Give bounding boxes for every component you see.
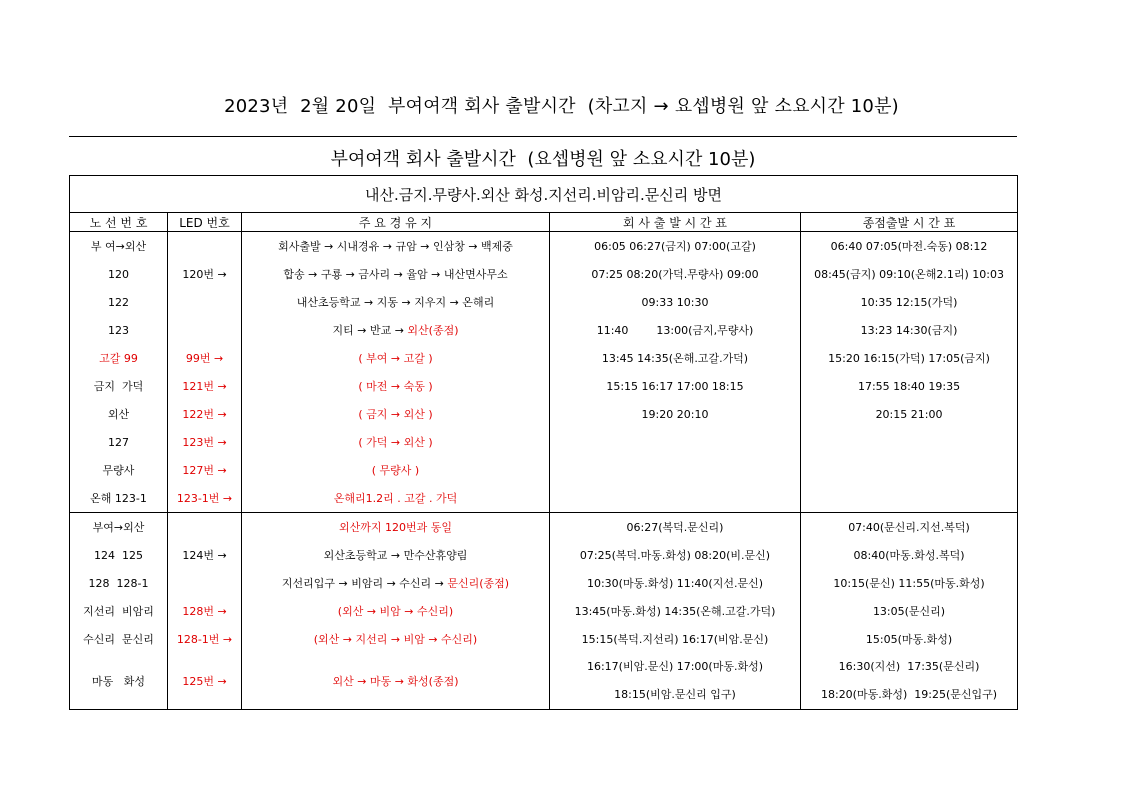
table-row bbox=[70, 232, 1018, 261]
route-cell: 금지 가덕 bbox=[70, 372, 168, 400]
terminal-time-cell: 20:15 21:00 bbox=[801, 400, 1018, 428]
route-cell: 고갈 99 bbox=[70, 344, 168, 372]
route-cell: 122 bbox=[70, 288, 168, 316]
header-via: 주 요 경 유 지 bbox=[242, 213, 550, 232]
terminal-time-cell: 17:55 18:40 19:35 bbox=[801, 372, 1018, 400]
via-cell: ( 무량사 ) bbox=[242, 456, 550, 484]
led-cell: 127번 → bbox=[168, 456, 242, 484]
table-row bbox=[70, 625, 1018, 653]
via-text: 지선리입구 → 비암리 → 수신리 → bbox=[281, 577, 448, 590]
company-time-cell bbox=[550, 428, 801, 456]
company-time-cell: 09:33 10:30 bbox=[550, 288, 801, 316]
company-time-cell: 06:27(복덕.문신리) bbox=[550, 513, 801, 542]
company-time-cell: 15:15(복덕.지선리) 16:17(비암.문신) bbox=[550, 625, 801, 653]
terminal-time-cell: 06:40 07:05(마전.숙동) 08:12 bbox=[801, 232, 1018, 261]
table-row bbox=[70, 484, 1018, 513]
via-cell: ( 부여 → 고갈 ) bbox=[242, 344, 550, 372]
via-cell: ( 마전 → 숙동 ) bbox=[242, 372, 550, 400]
via-cell: 외산 → 마동 → 화성(종점) bbox=[242, 653, 550, 710]
via-cell: ( 가덕 → 외산 ) bbox=[242, 428, 550, 456]
led-cell: 128-1번 → bbox=[168, 625, 242, 653]
via-cell: 내산초등학교 → 지동 → 지우지 → 온해리 bbox=[242, 288, 550, 316]
table-subtitle: 부여여객 회사 출발시간 (요셉병원 앞 소요시간 10분) bbox=[330, 149, 756, 170]
header-terminal-departure: 종점출발 시 간 표 bbox=[801, 213, 1018, 232]
company-time-cell bbox=[550, 484, 801, 513]
table-row bbox=[70, 597, 1018, 625]
terminal-time-cell: 08:45(금지) 09:10(온해2.1리) 10:03 bbox=[801, 260, 1018, 288]
via-cell: 외산까지 120번과 동일 bbox=[242, 513, 550, 542]
company-time-cell: 11:40 13:00(금지,무량사) bbox=[550, 316, 801, 344]
route-cell: 124 125 bbox=[70, 541, 168, 569]
led-cell: 99번 → bbox=[168, 344, 242, 372]
table-row bbox=[70, 288, 1018, 316]
route-cell: 지선리 비암리 bbox=[70, 597, 168, 625]
via-cell bbox=[242, 569, 550, 597]
table-row bbox=[70, 653, 1018, 710]
terminus-label: 외산(종점) bbox=[407, 324, 459, 337]
terminal-time-cell bbox=[801, 653, 1018, 710]
route-cell: 120 bbox=[70, 260, 168, 288]
header-led: LED 번호 bbox=[168, 213, 242, 232]
led-cell: 124번 → bbox=[168, 541, 242, 569]
time-line: 18:20(마동.화성) 19:25(문신입구) bbox=[820, 688, 998, 701]
via-text: 지티 → 반교 → bbox=[332, 324, 408, 337]
terminal-time-cell bbox=[801, 456, 1018, 484]
route-cell: 온해 123-1 bbox=[70, 484, 168, 513]
terminal-time-cell: 07:40(문신리.지선.복덕) bbox=[801, 513, 1018, 542]
via-cell: (외산 → 지선리 → 비암 → 수신리) bbox=[242, 625, 550, 653]
terminal-time-cell: 10:35 12:15(가덕) bbox=[801, 288, 1018, 316]
company-time-cell: 15:15 16:17 17:00 18:15 bbox=[550, 372, 801, 400]
table-row bbox=[70, 372, 1018, 400]
via-cell: 온해리1.2리 . 고갈 . 가덕 bbox=[242, 484, 550, 513]
company-time-cell: 07:25 08:20(가덕.무량사) 09:00 bbox=[550, 260, 801, 288]
led-cell: 128번 → bbox=[168, 597, 242, 625]
led-cell bbox=[168, 288, 242, 316]
led-cell bbox=[168, 569, 242, 597]
via-cell: (외산 → 비암 → 수신리) bbox=[242, 597, 550, 625]
led-cell: 123-1번 → bbox=[168, 484, 242, 513]
company-time-cell: 19:20 20:10 bbox=[550, 400, 801, 428]
table-row bbox=[70, 316, 1018, 344]
direction-banner: 내산.금지.무량사.외산 화성.지선리.비암리.문신리 방면 bbox=[70, 176, 1018, 213]
schedule-table bbox=[69, 175, 1018, 710]
time-line: 16:30(지선) 17:35(문신리) bbox=[838, 660, 980, 673]
led-cell: 121번 → bbox=[168, 372, 242, 400]
table-row bbox=[70, 513, 1018, 542]
led-cell bbox=[168, 232, 242, 261]
led-cell bbox=[168, 316, 242, 344]
table-row bbox=[70, 541, 1018, 569]
via-cell: 외산초등학교 → 만수산휴양림 bbox=[242, 541, 550, 569]
table-row bbox=[70, 344, 1018, 372]
company-time-cell: 07:25(복덕.마동.화성) 08:20(비.문신) bbox=[550, 541, 801, 569]
table-row bbox=[70, 569, 1018, 597]
terminal-time-cell: 13:23 14:30(금지) bbox=[801, 316, 1018, 344]
route-cell: 127 bbox=[70, 428, 168, 456]
route-cell: 무량사 bbox=[70, 456, 168, 484]
company-time-cell bbox=[550, 653, 801, 710]
led-cell: 125번 → bbox=[168, 653, 242, 710]
header-row bbox=[70, 213, 1018, 232]
via-cell: 합송 → 구룡 → 금사리 → 율암 → 내산면사무소 bbox=[242, 260, 550, 288]
via-cell bbox=[242, 316, 550, 344]
table-row bbox=[70, 456, 1018, 484]
led-cell: 123번 → bbox=[168, 428, 242, 456]
terminal-time-cell: 10:15(문신) 11:55(마동.화성) bbox=[801, 569, 1018, 597]
via-cell: ( 금지 → 외산 ) bbox=[242, 400, 550, 428]
terminal-time-cell: 08:40(마동.화성.복덕) bbox=[801, 541, 1018, 569]
table-row bbox=[70, 400, 1018, 428]
time-line: 16:17(비암.문신) 17:00(마동.화성) bbox=[586, 660, 764, 673]
company-time-cell: 13:45(마동.화성) 14:35(온해.고갈.가덕) bbox=[550, 597, 801, 625]
route-cell: 외산 bbox=[70, 400, 168, 428]
company-time-cell: 06:05 06:27(금지) 07:00(고갈) bbox=[550, 232, 801, 261]
header-route: 노 선 번 호 bbox=[70, 213, 168, 232]
led-cell bbox=[168, 513, 242, 542]
route-cell: 부 여→외산 bbox=[70, 232, 168, 261]
terminus-label: 문신리(종점) bbox=[447, 577, 510, 590]
company-time-cell: 10:30(마동.화성) 11:40(지선.문신) bbox=[550, 569, 801, 597]
terminal-time-cell: 15:05(마동.화성) bbox=[801, 625, 1018, 653]
terminal-time-cell: 13:05(문신리) bbox=[801, 597, 1018, 625]
route-cell: 123 bbox=[70, 316, 168, 344]
terminal-time-cell bbox=[801, 428, 1018, 456]
document-title: 2023년 2월 20일 부여여객 회사 출발시간 (차고지 → 요셉병원 앞 소요시간 10분) bbox=[224, 96, 899, 117]
time-line: 18:15(비암.문신리 입구) bbox=[614, 688, 736, 701]
company-time-cell: 13:45 14:35(온해.고갈.가덕) bbox=[550, 344, 801, 372]
led-cell: 120번 → bbox=[168, 260, 242, 288]
route-cell: 부여→외산 bbox=[70, 513, 168, 542]
via-cell: 회사출발 → 시내경유 → 규암 → 인삼창 → 백제중 bbox=[242, 232, 550, 261]
company-time-cell bbox=[550, 456, 801, 484]
header-company-departure: 회 사 출 발 시 간 표 bbox=[550, 213, 801, 232]
led-cell: 122번 → bbox=[168, 400, 242, 428]
terminal-time-cell: 15:20 16:15(가덕) 17:05(금지) bbox=[801, 344, 1018, 372]
table-row bbox=[70, 260, 1018, 288]
terminal-time-cell bbox=[801, 484, 1018, 513]
route-cell: 수신리 문신리 bbox=[70, 625, 168, 653]
table-row bbox=[70, 428, 1018, 456]
route-cell: 128 128-1 bbox=[70, 569, 168, 597]
title-divider bbox=[69, 136, 1017, 137]
route-cell: 마동 화성 bbox=[70, 653, 168, 710]
